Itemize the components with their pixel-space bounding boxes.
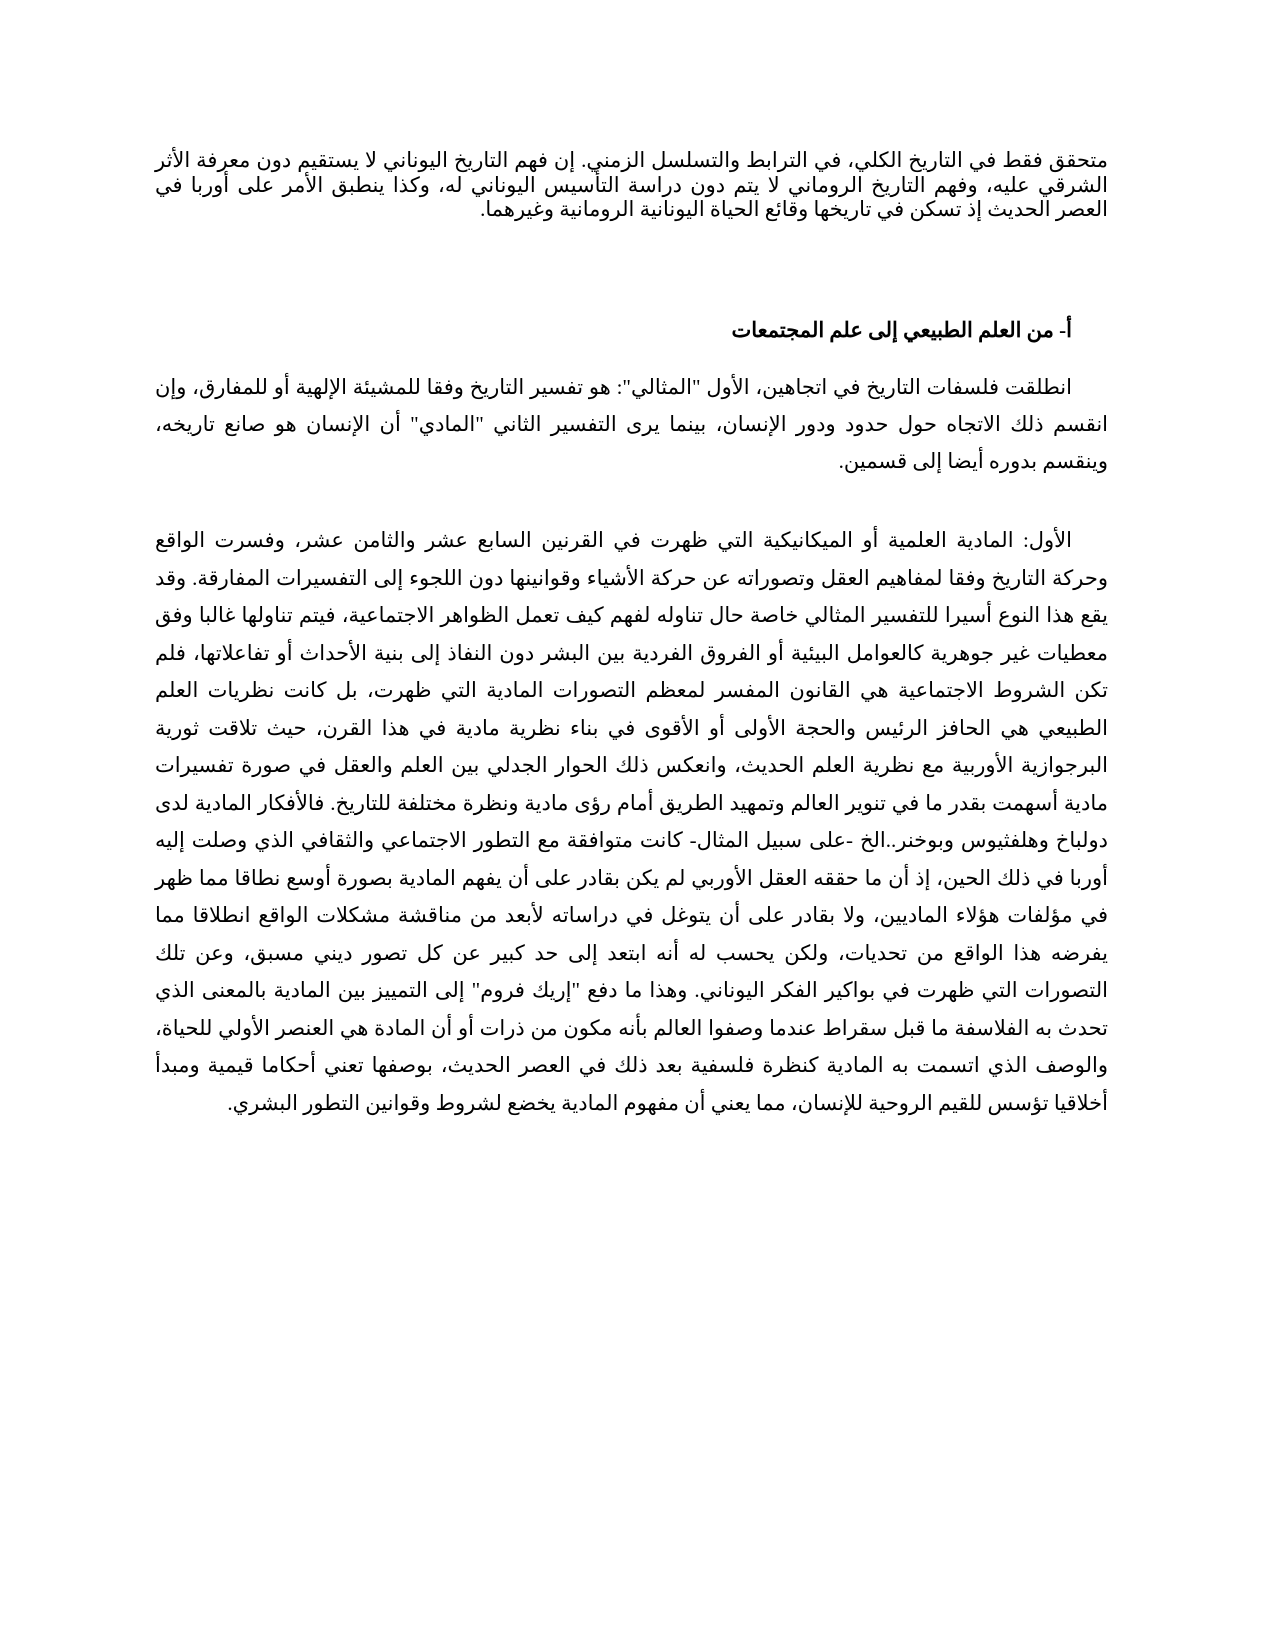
paragraph-scientific-materialism: الأول: المادية العلمية أو الميكانيكية التي ظهرت في القرنين السابع عشر والثامن عشر، وفسرت الواقع وحركة التاريخ وفقا لمفاهيم العقل وتصوراته عن حركة الأشياء وقوانينها دون اللجوء إلى التفسيرات المفارقة. وقد يقع هذا النوع أسيرا للتفسير المثالي خاصة حال تناوله لفهم كيف تعمل الظواهر الاجتماعية، فيتم تناولها غالبا وفق معطيات غير جوهرية كالعوامل البيئية أو الفروق الفردية بين البشر دون النفاذ إلى بنية الأحداث أو تفاعلاتها، فلم تكن الشروط الاجتماعية هي القانون المفسر لمعظم التصورات المادية التي ظهرت، بل كانت نظريات العلم الطبيعي هي الحافز الرئيس والحجة الأولى أو الأقوى في بناء نظرية مادية في هذا القرن، حيث تلاقت ثورية البرجوازية الأوربية مع نظرية العلم الحديث، وانعكس ذلك الحوار الجدلي بين العلم والعقل في صورة تفسيرات مادية أسهمت بقدر ما في تنوير العالم وتمهيد الطريق أمام رؤى مادية ونظرة مختلفة للتاريخ. فالأفكار المادية لدى دولباخ وهلفثيوس وبوخنر..الخ -على سبيل المثال- كانت متوافقة مع التطور الاجتماعي والثقافي الذي وصلت إليه أوربا في ذلك الحين، إذ أن ما حققه العقل الأوربي لم يكن بقادر على أن يفهم المادية بصورة أوسع نطاقا مما ظهر في مؤلفات هؤلاء الماديين، ولا بقادر على أن يتوغل في دراساته لأبعد من مناقشة مشكلات الواقع انطلاقا مما يفرضه هذا الواقع من تحديات، ولكن يحسب له أنه ابتعد إلى حد كبير عن كل تصور ديني مسبق، وعن تلك التصورات التي ظهرت في بواكير الفكر اليوناني. وهذا ما دفع "إريك فروم" إلى التمييز بين المادية بالمعنى الذي تحدث به الفلاسفة ما قبل سقراط عندما وصفوا العالم بأنه مكون من ذرات أو أن المادة هي العنصر الأولي للحياة، والوصف الذي اتسمت به المادية كنظرة فلسفية بعد ذلك في العصر الحديث، بوصفها تعني أحكاما قيمية ومبدأ أخلاقيا تؤسس للقيم الروحية للإنسان، مما يعني أن مفهوم المادية يخضع لشروط وقوانين التطور البشري.	[155, 528, 1108, 1115]
section-heading: أ- من العلم الطبيعي إلى علم المجتمعات	[731, 318, 1072, 342]
paragraph-two-directions: انطلقت فلسفات التاريخ في اتجاهين، الأول "المثالي": هو تفسير التاريخ وفقا للمشيئة الإلهية أو للمفارق، وإن انقسم ذلك الاتجاه حول حدود ودور الإنسان، بينما يرى التفسير الثاني "المادي" أن الإنسان هو صانع تاريخه، وينقسم بدوره أيضا إلى قسمين.	[155, 375, 1108, 473]
opening-paragraph: متحقق فقط في التاريخ الكلي، في الترابط والتسلسل الزمني. إن فهم التاريخ اليوناني لا يستقيم دون معرفة الأثر الشرقي عليه، وفهم التاريخ الروماني لا يتم دون دراسة التأسيس اليوناني له، وكذا ينطبق الأمر على أوربا في العصر الحديث إذ تسكن في تاريخها وقائع الحياة اليونانية الرومانية وغيرهما.	[155, 148, 1108, 221]
